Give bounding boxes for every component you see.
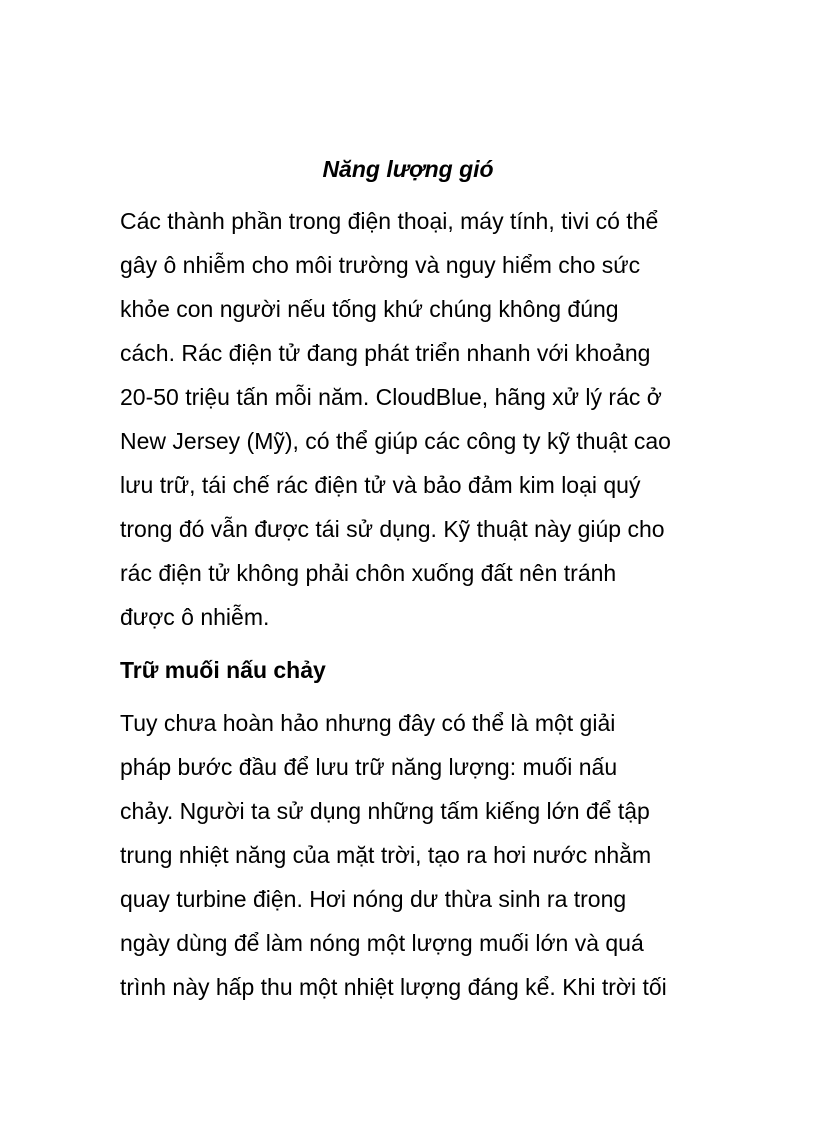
document-title: Năng lượng gió	[322, 156, 494, 182]
text-line: lưu trữ, tái chế rác điện tử và bảo đảm kim loại quý	[120, 472, 641, 498]
text-line: cách. Rác điện tử đang phát triển nhanh với khoảng	[120, 340, 651, 366]
text-line: Tuy chưa hoàn hảo nhưng đây có thể là một giải	[120, 710, 616, 736]
text-line: pháp bước đầu để lưu trữ năng lượng: muối nấu	[120, 754, 618, 780]
text-line: trình này hấp thu một nhiệt lượng đáng kể. Khi trời tối	[120, 974, 667, 1000]
paragraph-molten-salt	[120, 701, 720, 1009]
text-line: khỏe con người nếu tống khứ chúng không đúng	[120, 296, 619, 322]
text-line: ngày dùng để làm nóng một lượng muối lớn và quá	[120, 930, 644, 956]
text-line: trong đó vẫn được tái sử dụng. Kỹ thuật này giúp cho	[120, 516, 665, 542]
paragraph-e-waste	[120, 199, 720, 639]
text-line: trung nhiệt năng của mặt trời, tạo ra hơi nước nhằm	[120, 842, 652, 868]
section-heading: Trữ muối nấu chảy	[120, 657, 326, 683]
text-line: Các thành phần trong điện thoại, máy tính, tivi có thể	[120, 208, 659, 234]
text-line: quay turbine điện. Hơi nóng dư thừa sinh ra trong	[120, 886, 627, 912]
text-line: được ô nhiễm.	[120, 604, 270, 630]
text-line: chảy. Người ta sử dụng những tấm kiếng lớn để tập	[120, 798, 650, 824]
text-line: 20-50 triệu tấn mỗi năm. CloudBlue, hãng xử lý rác ở	[120, 384, 662, 410]
text-line: New Jersey (Mỹ), có thể giúp các công ty kỹ thuật cao	[120, 428, 671, 454]
text-line: gây ô nhiễm cho môi trường và nguy hiểm cho sức	[120, 252, 641, 278]
text-line: rác điện tử không phải chôn xuống đất nên tránh	[120, 560, 617, 586]
